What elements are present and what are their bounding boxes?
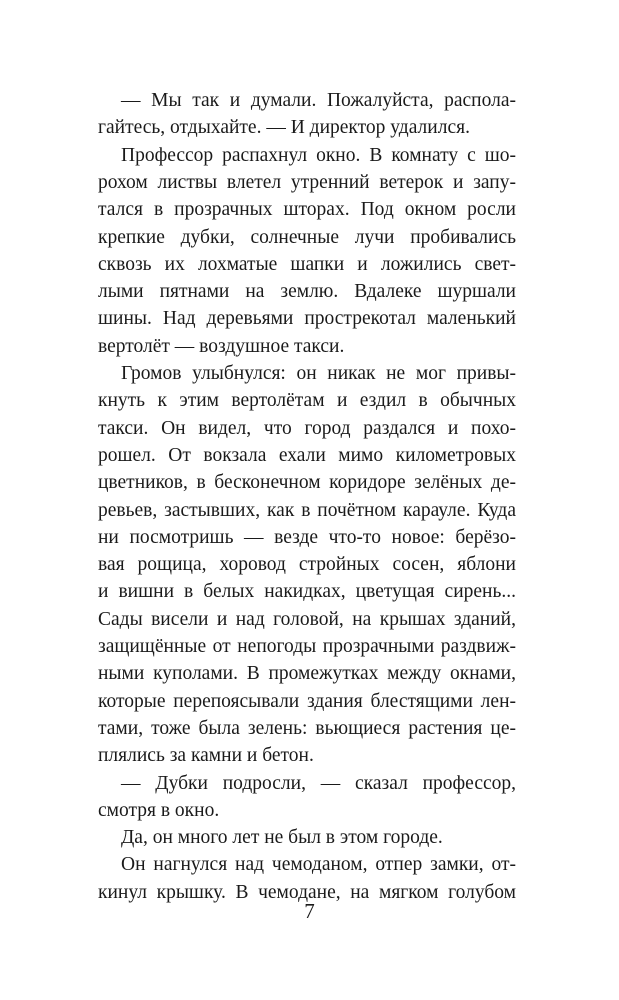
text-line: ревьев, застывших, как в почётном карауле. Куда bbox=[98, 500, 516, 521]
text-line: и вишни в белых накидках, цветущая сирень... bbox=[98, 581, 516, 602]
text-line: вертолёт — воздушное такси. bbox=[98, 336, 345, 357]
text-line: цветников, в бесконечном коридоре зелёных де- bbox=[98, 472, 516, 493]
text-line: рохом листвы влетел утренний ветерок и запу- bbox=[98, 172, 516, 193]
text-line: Он нагнулся над чемоданом, отпер замки, от- bbox=[121, 854, 516, 875]
text-line: рошел. От вокзала ехали мимо километровых bbox=[98, 445, 516, 466]
text-line: вая рощица, хоровод стройных сосен, яблони bbox=[98, 554, 516, 575]
text-line: такси. Он видел, что город раздался и похо- bbox=[98, 418, 516, 439]
text-line: защищённые от непогоды прозрачными раздвиж- bbox=[98, 636, 516, 657]
text-line: кинул крышку. В чемодане, на мягком голубом bbox=[98, 882, 516, 903]
text-line: кнуть к этим вертолётам и ездил в обычных bbox=[98, 390, 516, 411]
text-line: сквозь их лохматые шапки и ложились свет- bbox=[98, 254, 516, 275]
text-line: Громов улыбнулся: он никак не мог привы- bbox=[121, 363, 516, 384]
text-line: шины. Над деревьями прострекотал маленький bbox=[98, 308, 516, 329]
page-number: 7 bbox=[304, 899, 315, 923]
text-line: которые перепоясывали здания блестящими лен- bbox=[98, 691, 516, 712]
text-line: ни посмотришь — везде что-то новое: берёзо- bbox=[98, 527, 516, 548]
text-line: гайтесь, отдыхайте. — И директор удалился. bbox=[98, 117, 470, 138]
text-line: смотря в окно. bbox=[98, 800, 220, 821]
text-line: — Дубки подросли, — сказал профессор, bbox=[121, 773, 516, 794]
text-line: лыми пятнами на землю. Вдалеке шуршали bbox=[98, 281, 516, 302]
text-line: плялись за камни и бетон. bbox=[98, 745, 314, 766]
text-line: Профессор распахнул окно. В комнату с шо- bbox=[121, 145, 516, 166]
text-line: — Мы так и думали. Пожалуйста, распола- bbox=[121, 90, 516, 111]
text-line: тами, тоже была зелень: вьющиеся растения це- bbox=[98, 718, 516, 739]
text-line: Сады висели и над головой, на крышах зданий, bbox=[98, 609, 516, 630]
text-line: тался в прозрачных шторах. Под окном росли bbox=[98, 199, 516, 220]
text-line: крепкие дубки, солнечные лучи пробивались bbox=[98, 227, 516, 248]
text-line: ными куполами. В промежутках между окнами, bbox=[98, 663, 516, 684]
text-line: Да, он много лет не был в этом городе. bbox=[121, 827, 443, 848]
